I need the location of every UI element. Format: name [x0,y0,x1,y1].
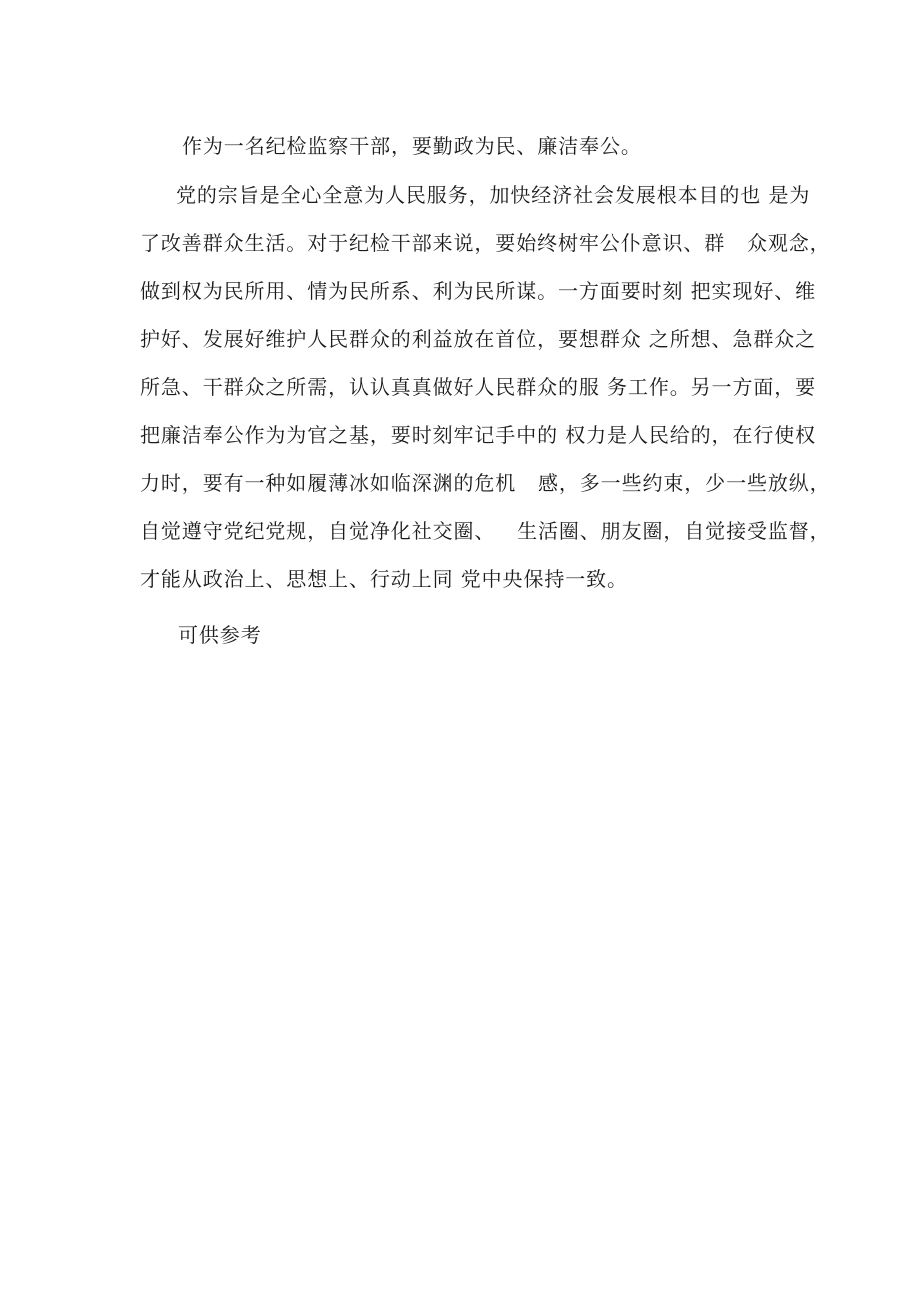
paragraph-line-2: 了改善群众生活。对于纪检干部来说，要始终树牢公仆意识、群 众观念， [140,231,831,255]
paragraph-line-6: 把廉洁奉公作为为官之基，要时刻牢记手中的 权力是人民给的，在行使权 [140,423,817,447]
opening-sentence: 作为一名纪检监察干部，要勤政为民、廉洁奉公。 [182,134,642,158]
paragraph-line-3: 做到权为民所用、情为民所系、利为民所谋。一方面要时刻 把实现好、维 [140,279,817,303]
paragraph-line-1: 党的宗旨是全心全意为人民服务，加快经济社会发展根本目的也 是为 [176,183,811,207]
paragraph-line-5: 所急、干群众之所需，认认真真做好人民群众的服 务工作。另一方面，要 [140,375,817,399]
paragraph-line-9: 才能从政治上、思想上、行动上同 党中央保持一致。 [140,567,628,591]
closing-note: 可供参考 [178,623,262,647]
paragraph-line-4: 护好、发展好维护人民群众的利益放在首位，要想群众 之所想、急群众之 [140,327,817,351]
paragraph-line-8: 自觉遵守党纪党规，自觉净化社交圈、 生活圈、朋友圈，自觉接受监督， [140,519,831,543]
paragraph-line-7: 力时，要有一种如履薄冰如临深渊的危机 感，多一些约束，少一些放纵， [140,471,831,495]
